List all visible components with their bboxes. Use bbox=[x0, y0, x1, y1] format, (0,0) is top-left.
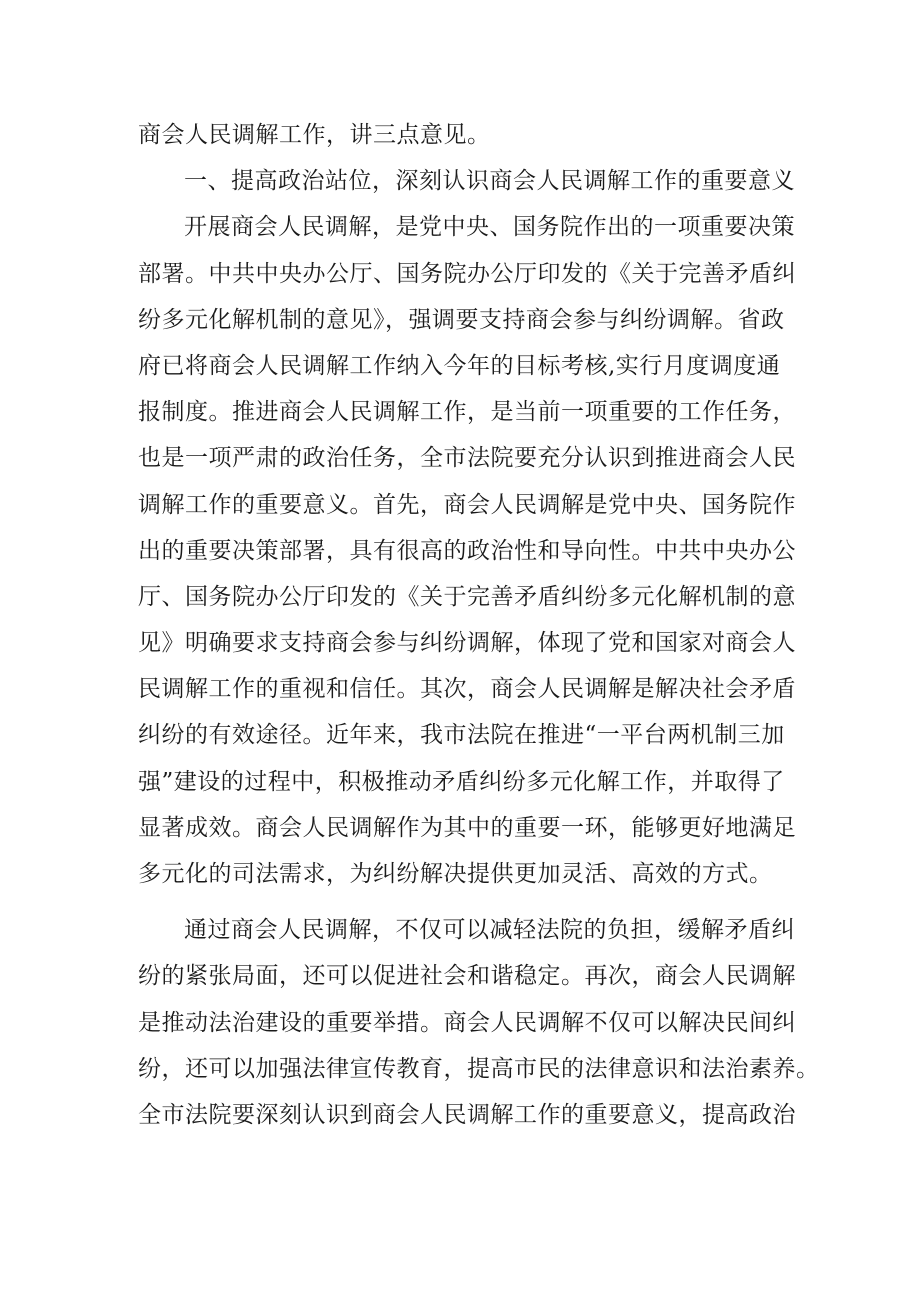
text-line: 报制度。推进商会人民调解工作，是当前一项重要的工作任务， bbox=[138, 399, 796, 426]
text-line: 多元化的司法需求，为纠纷解决提供更加灵活、高效的方式。 bbox=[138, 861, 773, 887]
text-line: 府已将商会人民调解工作纳入今年的目标考核,实行月度调度通 bbox=[138, 352, 781, 379]
text-line: 出的重要决策部署，具有很高的政治性和导向性。中共中央办公 bbox=[138, 537, 796, 564]
text-line: 纷多元化解机制的意见》，强调要支持商会参与纠纷调解。省政 bbox=[138, 306, 785, 333]
text-line: 厅、国务院办公厅印发的《关于完善矛盾纠纷多元化解机制的意 bbox=[138, 583, 796, 610]
text-line: 开展商会人民调解，是党中央、国务院作出的一项重要决策 bbox=[184, 214, 795, 241]
text-line: 纠纷的有效途径。近年来，我市法院在推进“一平台两机制三加 bbox=[138, 722, 785, 749]
text-line: 商会人民调解工作，讲三点意见。 bbox=[138, 122, 491, 148]
text-line: 全市法院要深刻认识到商会人民调解工作的重要意义，提高政治 bbox=[138, 1101, 796, 1128]
text-line: 民调解工作的重视和信任。其次，商会人民调解是解决社会矛盾 bbox=[138, 676, 796, 703]
section-heading: 一、提高政治站位，深刻认识商会人民调解工作的重要意义 bbox=[184, 168, 795, 195]
text-line: 见》明确要求支持商会参与纠纷调解，体现了党和国家对商会人 bbox=[138, 630, 796, 657]
text-line: 通过商会人民调解，不仅可以减轻法院的负担，缓解矛盾纠 bbox=[184, 917, 795, 944]
text-line: 显著成效。商会人民调解作为其中的重要一环，能够更好地满足 bbox=[138, 814, 796, 841]
paragraph-gap bbox=[138, 897, 802, 907]
text-line: 是推动法治建设的重要举措。商会人民调解不仅可以解决民间纠 bbox=[138, 1009, 796, 1036]
text-line: 调解工作的重要意义。首先，商会人民调解是党中央、国务院作 bbox=[138, 491, 796, 518]
text-line: 也是一项严肃的政治任务，全市法院要充分认识到推进商会人民 bbox=[138, 445, 796, 472]
text-line: 部署。中共中央办公厅、国务院办公厅印发的《关于完善矛盾纠 bbox=[138, 260, 796, 287]
document-body bbox=[138, 112, 820, 1138]
text-line: 纷，还可以加强法律宣传教育，提高市民的法律意识和法治素养。 bbox=[138, 1055, 820, 1082]
text-line: 强”建设的过程中，积极推动矛盾纠纷多元化解工作，并取得了 bbox=[138, 768, 785, 795]
text-line: 纷的紧张局面，还可以促进社会和谐稳定。再次，商会人民调解 bbox=[138, 963, 796, 990]
